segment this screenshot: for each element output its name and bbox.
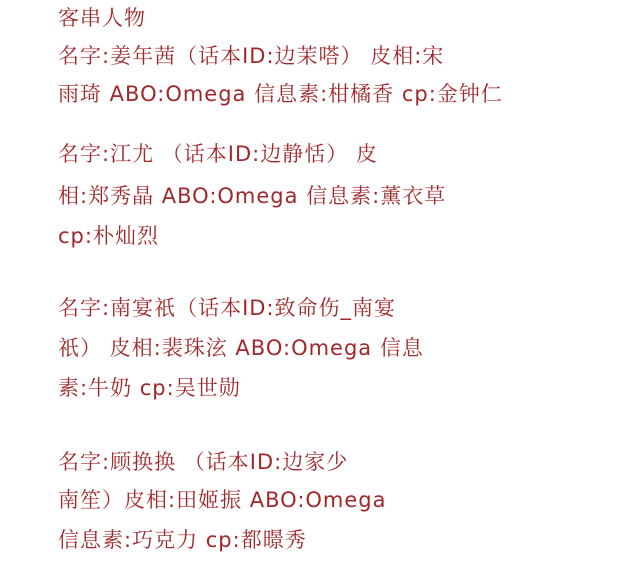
character-3-line-1: 名字:南宴祇（话本ID:致命伤_南宴 xyxy=(58,296,397,320)
page-title: 客串人物 xyxy=(58,6,146,30)
character-2-line-3: cp:朴灿烈 xyxy=(58,224,159,248)
character-4-line-2: 南笙）皮相:田姬振 ABO:Omega xyxy=(58,488,387,512)
character-2-line-2: 相:郑秀晶 ABO:Omega 信息素:薰衣草 xyxy=(58,184,447,208)
character-3-line-2: 祇） 皮相:裴珠泫 ABO:Omega 信息 xyxy=(58,336,424,360)
character-4-line-3: 信息素:巧克力 cp:都暻秀 xyxy=(58,528,307,552)
character-4-line-1: 名字:顾换换 （话本ID:边家少 xyxy=(58,450,349,474)
character-2-line-1: 名字:江尤 （话本ID:边静恬） 皮 xyxy=(58,142,378,166)
character-1-line-1: 名字:姜年茜（话本ID:边茉嗒） 皮相:宋 xyxy=(58,44,445,68)
character-1-line-2: 雨琦 ABO:Omega 信息素:柑橘香 cp:金钟仁 xyxy=(58,82,503,106)
character-3-line-3: 素:牛奶 cp:吴世勋 xyxy=(58,376,241,400)
